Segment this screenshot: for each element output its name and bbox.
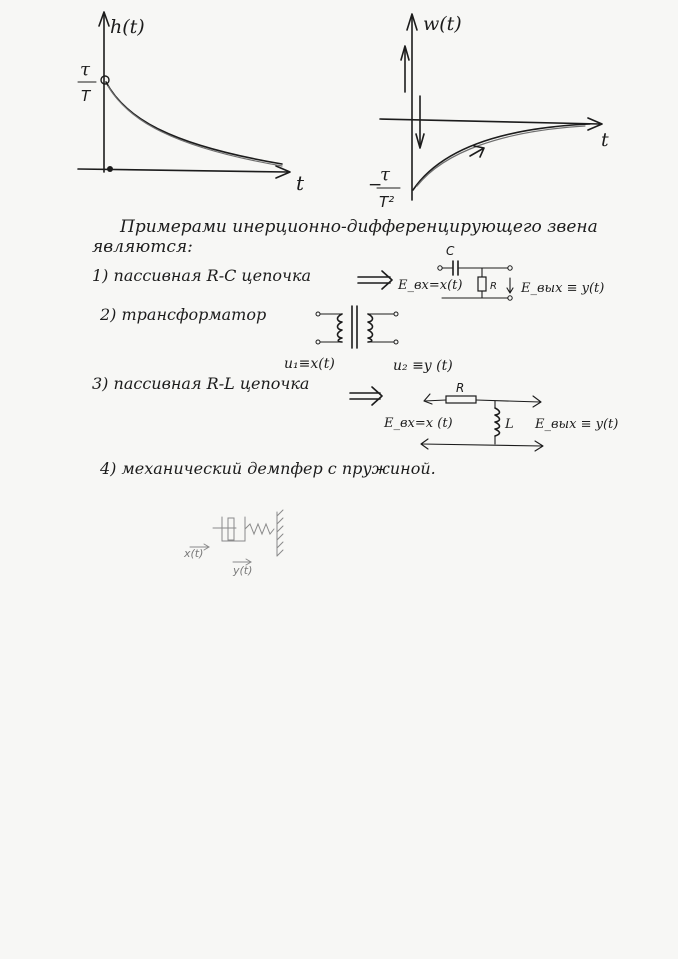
transformer-terminal-1 <box>316 312 320 316</box>
example-4-text: 4) механический демпфер с пружиной. <box>100 459 436 478</box>
h-axis-label: h(t) <box>110 16 145 38</box>
example-3-text: 3) пассивная R-L цепочка <box>92 374 310 393</box>
transformer-terminal-3 <box>394 312 398 316</box>
example-1-text: 1) пассивная R-C цепочка <box>92 266 312 285</box>
w-tick-den: T² <box>379 193 395 211</box>
rl-r-label: R <box>456 381 465 395</box>
rl-circuit <box>383 381 618 451</box>
w-tick-prefix: − <box>368 175 383 195</box>
rl-inductor <box>495 408 500 436</box>
w-x-axis <box>380 119 600 124</box>
h-origin-dot <box>107 166 113 172</box>
h-decay-curve <box>106 82 282 164</box>
h-tick-den: T <box>81 87 91 105</box>
w-recovery-curve-trace <box>417 126 585 186</box>
rl-resistor <box>446 396 476 403</box>
rl-input-label: E_вх=x (t) <box>384 416 453 431</box>
w-tick-num: τ <box>380 164 390 185</box>
implies-arrow-3 <box>350 387 382 405</box>
damper-wall-hatching <box>277 510 283 556</box>
rl-input-arrow-top <box>424 394 432 404</box>
rc-resistor <box>478 277 486 291</box>
transformer-terminal-4 <box>394 340 398 344</box>
damper-spring <box>245 524 274 534</box>
rc-input-label: E_вх=x(t) <box>398 278 463 293</box>
rl-l-label: L <box>505 417 514 432</box>
rc-r-label: R <box>490 281 497 292</box>
rl-wire-bottom <box>422 444 542 446</box>
rl-wire-2 <box>476 400 540 402</box>
rc-c-label: C <box>446 244 455 258</box>
damper-x-label: x(t) <box>184 547 204 560</box>
transformer-u1-label: u₁≡x(t) <box>284 356 335 372</box>
intro-line-1: Примерами инерционно-дифференцирующего звена <box>120 217 598 237</box>
h-decay-curve-trace <box>108 86 282 166</box>
h-start-point <box>101 76 109 84</box>
transformer-primary-coil <box>338 314 343 342</box>
graph-h <box>78 12 305 195</box>
graph-w <box>368 13 609 211</box>
rl-output-label: E_вых ≡ y(t) <box>535 417 619 432</box>
rc-output-arrow <box>507 278 513 293</box>
rc-circuit <box>397 244 604 300</box>
transformer-secondary-coil <box>368 314 373 342</box>
rc-output-label: E_вых ≡ y(t) <box>521 281 605 296</box>
w-axis-label: w(t) <box>423 13 462 35</box>
transformer-terminal-2 <box>316 340 320 344</box>
rl-wire-1 <box>424 400 446 401</box>
h-tick-num: τ <box>80 59 90 80</box>
damper-y-label: y(t) <box>233 564 253 577</box>
w-t-label: t <box>601 129 609 151</box>
transformer-u2-label: u₂ ≡y (t) <box>393 358 453 374</box>
transformer-diagram <box>284 306 453 374</box>
w-recovery-curve <box>413 124 590 190</box>
intro-line-2: являются: <box>92 237 193 257</box>
damper-sketch <box>183 510 283 577</box>
implies-arrow-1 <box>358 271 392 289</box>
example-2-text: 2) трансформатор <box>100 305 267 324</box>
damper-piston <box>228 518 234 540</box>
h-t-label: t <box>296 171 305 195</box>
